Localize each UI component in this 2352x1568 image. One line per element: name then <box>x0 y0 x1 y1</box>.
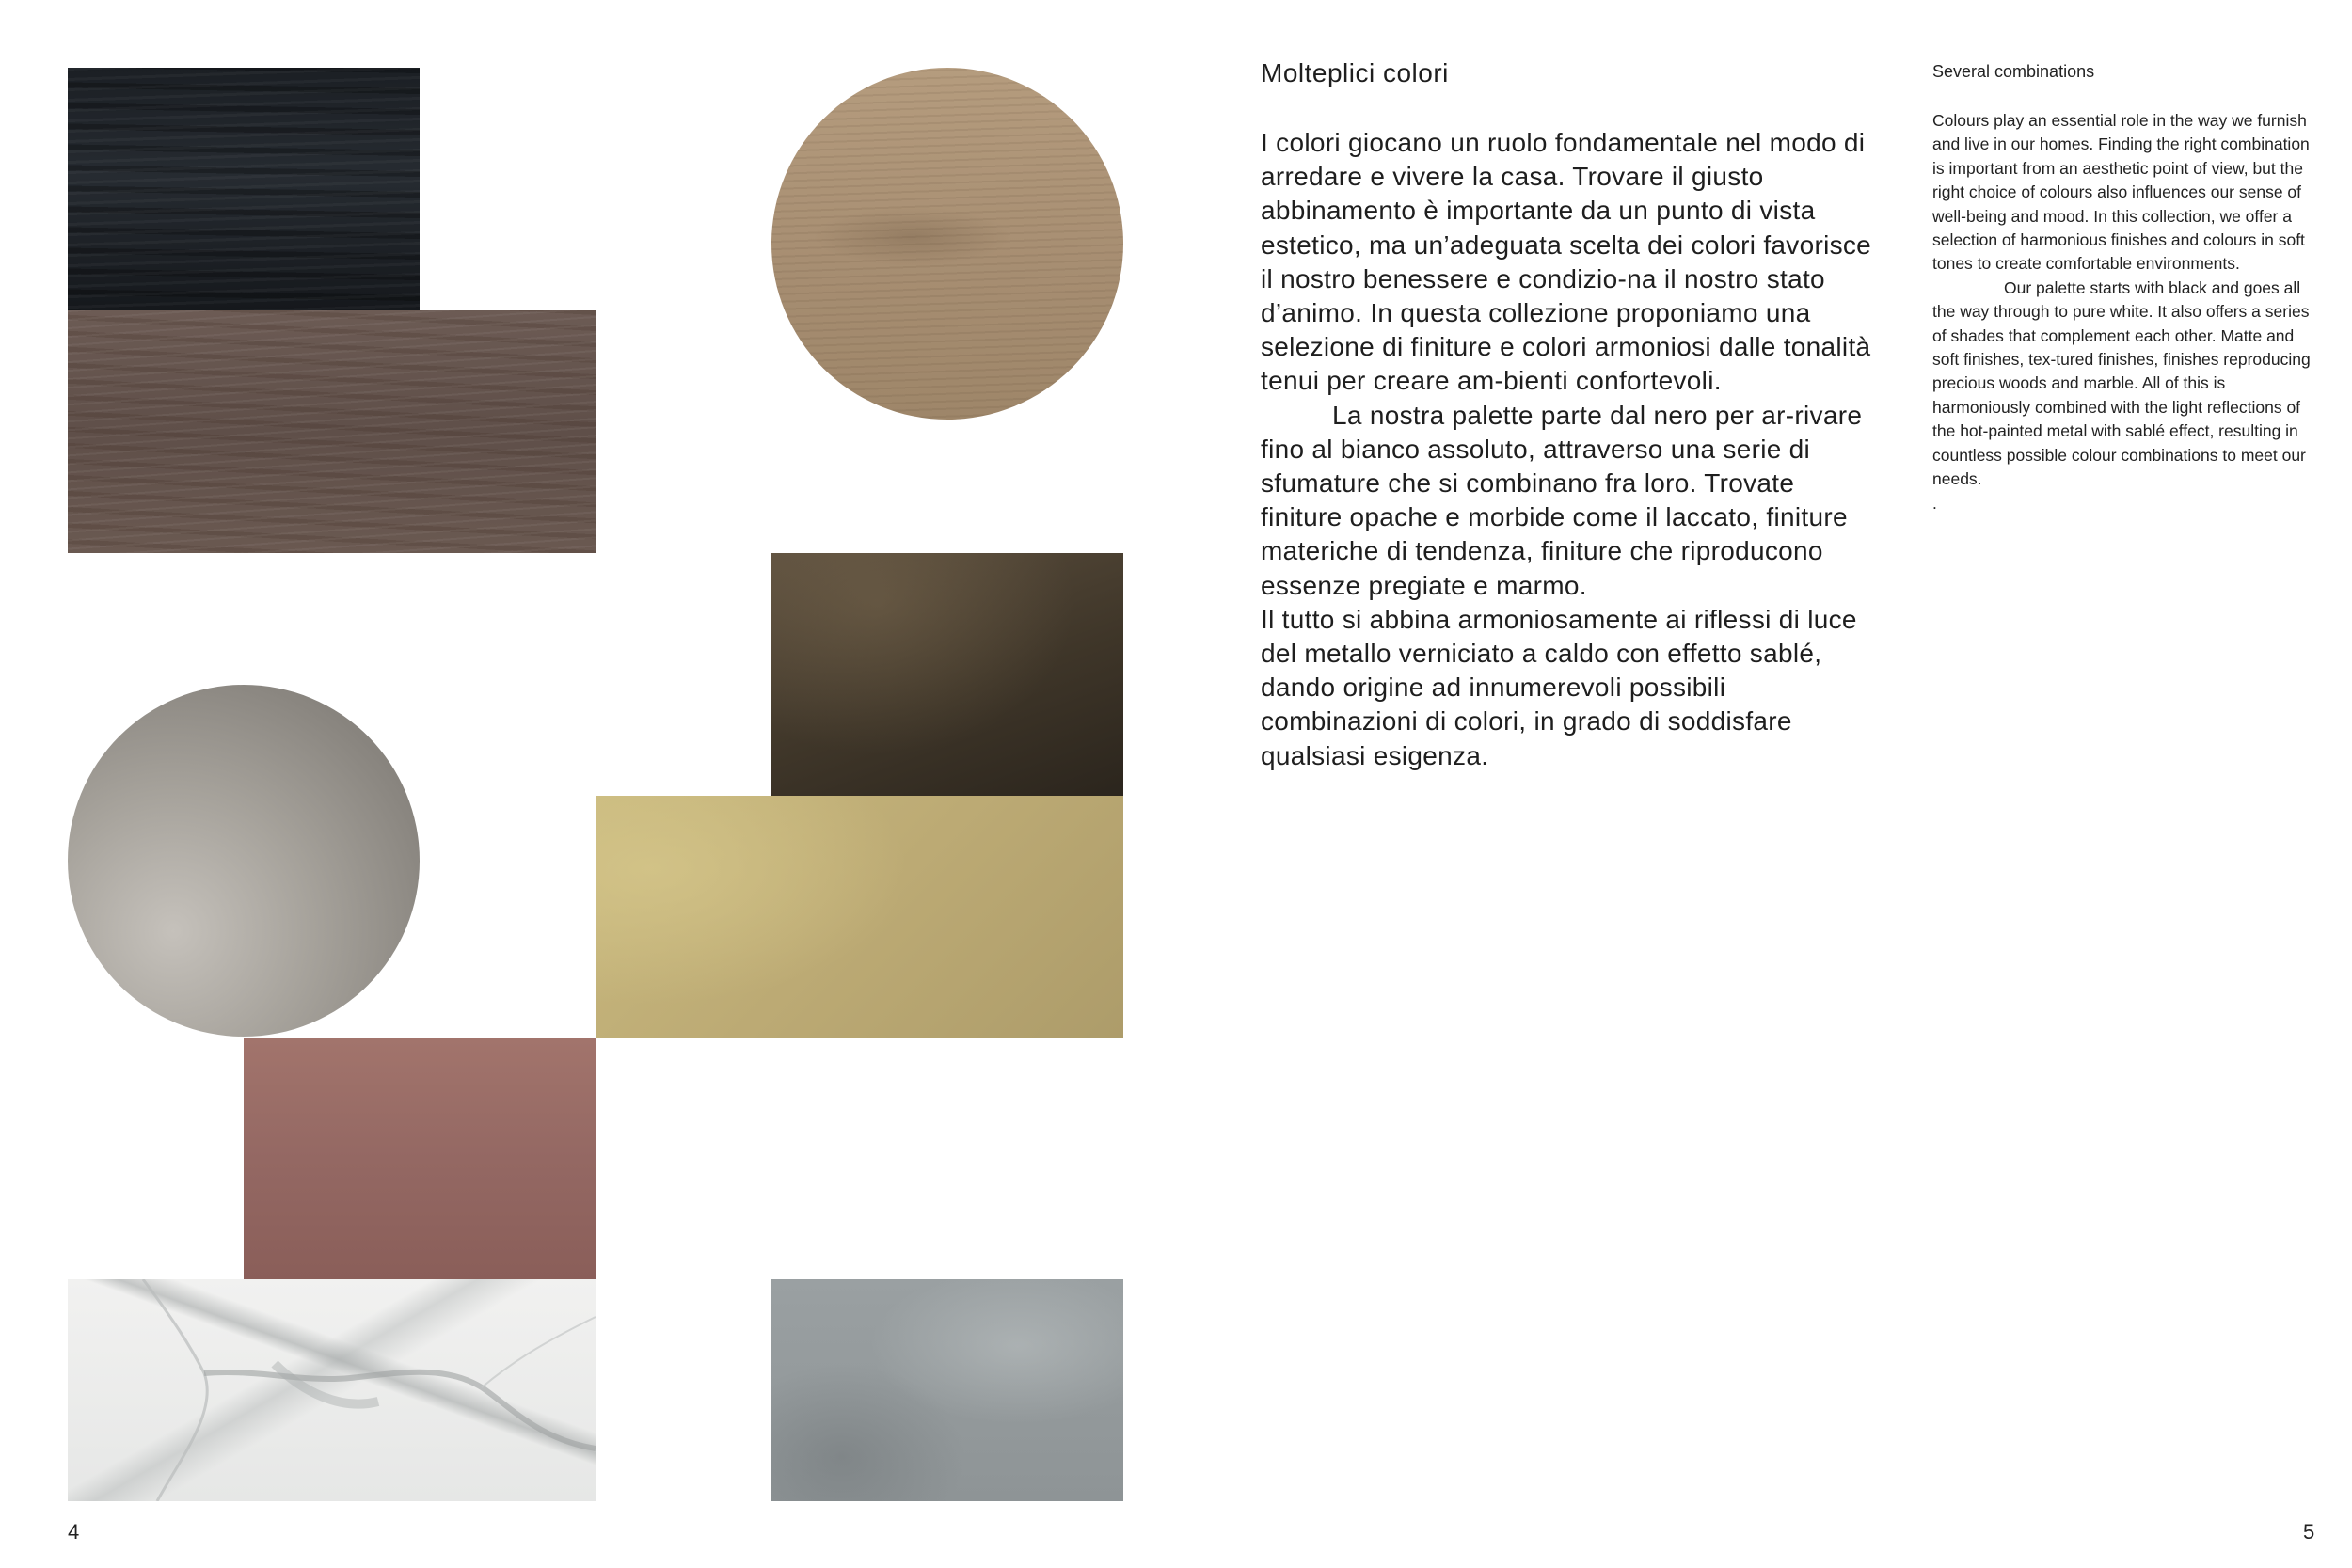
gold-metal-swatch <box>596 796 1123 1038</box>
page-number-right: 5 <box>2303 1520 2315 1544</box>
italian-paragraph-2: La nostra palette parte dal nero per ar-rivare fino al bianco assoluto, attraverso una serie di sfumature che si combinano fra loro. Trovate finiture opache e morbide come il laccato, finiture materiche di tendenza, finiture che riproducono essenze pregiate e marmo. <box>1261 400 1863 600</box>
oak-wood-circle-swatch <box>771 68 1123 420</box>
white-marble-swatch <box>68 1279 596 1501</box>
concrete-swatch <box>771 1279 1123 1501</box>
italian-title: Molteplici colori <box>1261 58 1449 87</box>
rose-lacquer-swatch <box>244 1038 596 1281</box>
english-paragraph-3: . <box>1932 493 1937 513</box>
walnut-wood-swatch <box>68 310 596 553</box>
italian-body <box>1261 126 1872 773</box>
marble-veins <box>68 1279 596 1501</box>
english-body <box>1932 109 2318 515</box>
english-paragraph-2: Our palette starts with black and goes all the way through to pure white. It also offers a series of shades that complement each other. Matte and soft finishes, tex-tured finishes, finishes reproducing precious woods and marble. All of this is harmoniously combined with the light reflections of the hot-painted metal with sablé effect, resulting in countless possible colour combinations to meet our needs. <box>1932 277 2311 489</box>
bronze-metal-swatch <box>771 553 1123 796</box>
english-paragraph-1: Colours play an essential role in the way we furnish and live in our homes. Finding the right combination is important from an aesthetic point of view, but the right choice of colours also influences our sense of well-being and mood. In this collection, we offer a selection of harmonious finishes and colours in soft tones to create comfortable environments. <box>1932 111 2310 274</box>
english-title: Several combinations <box>1932 62 2095 81</box>
page-number-left: 4 <box>68 1520 80 1544</box>
pewter-metal-circle-swatch <box>68 685 420 1037</box>
italian-paragraph-3: Il tutto si abbina armoniosamente ai riflessi di luce del metallo verniciato a caldo con effetto sablé, dando origine ad innumerevoli possibili combinazioni di colori, in grado di soddisfare qualsiasi esigenza. <box>1261 604 1857 770</box>
italian-paragraph-1: I colori giocano un ruolo fondamentale nel modo di arredare e vivere la casa. Trovare il giusto abbinamento è importante da un punto di vista estetico, ma un’adeguata scelta dei colori favorisce il nostro benessere e condizio-na il nostro stato d’animo. In questa collezione proponiamo una selezione di finiture e colori armoniosi dalle tonalità tenui per creare am-bienti confortevoli. <box>1261 128 1872 396</box>
black-wood-swatch <box>68 68 420 310</box>
